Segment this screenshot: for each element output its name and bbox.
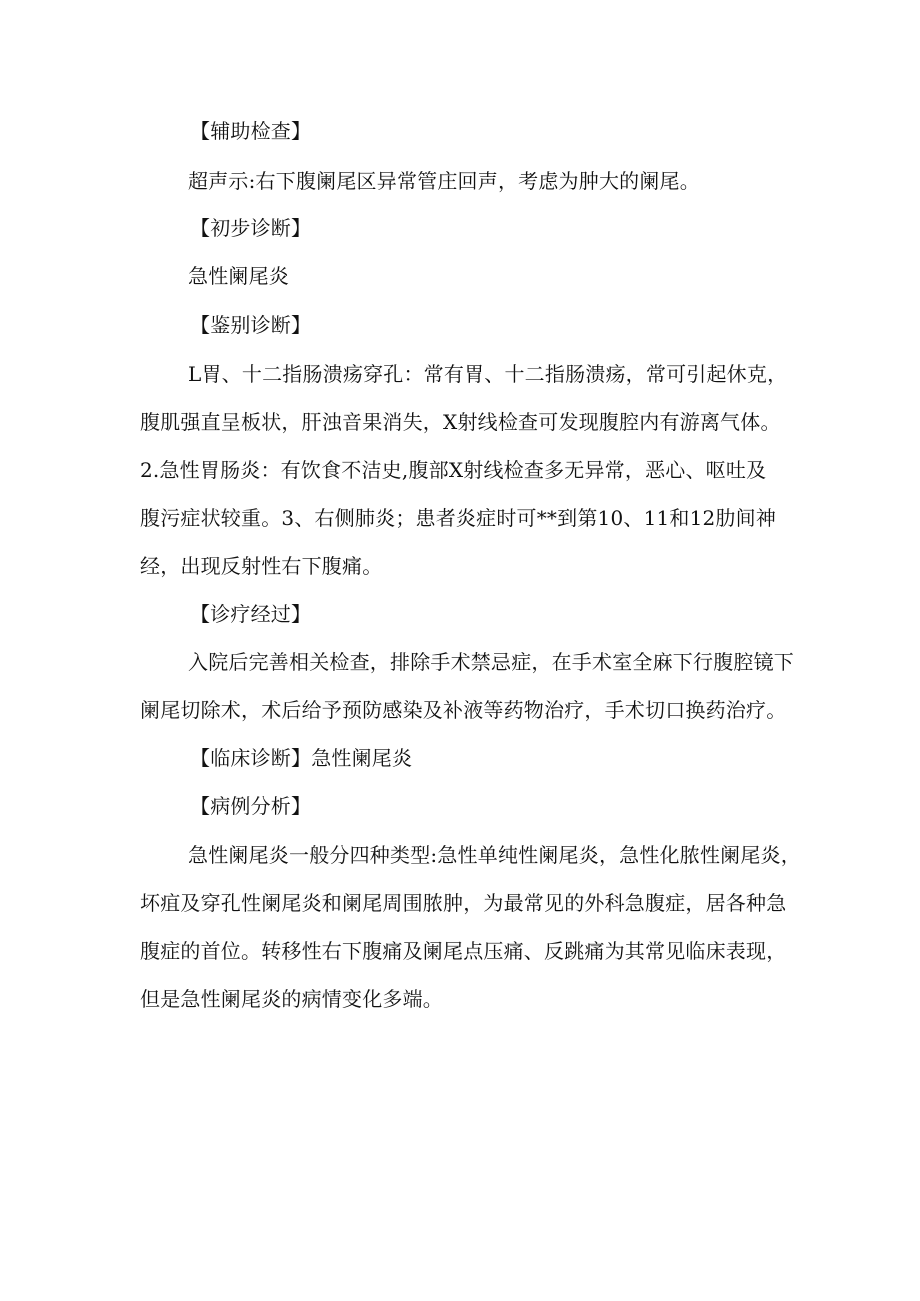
differential-line-1: L胃、十二指肠溃疡穿孔：常有胃、十二指肠溃疡，常可引起休克， (188, 362, 788, 386)
differential-line-2: 腹肌强直呈板状，肝浊音果消失，X射线检查可发现腹腔内有游离气体。 (140, 410, 781, 434)
differential-line-3: 2.急性胃肠炎：有饮食不洁史,腹部X射线检查多无异常，恶心、呕吐及 (140, 458, 767, 482)
treatment-line-1: 入院后完善相关检查，排除手术禁忌症，在手术室全麻下行腹腔镜下 (188, 650, 794, 674)
heading-auxiliary-exam: 【辅助检查】 (190, 119, 312, 143)
analysis-line-3: 腹症的首位。转移性右下腹痛及阑尾点压痛、反跳痛为其常见临床表现， (140, 939, 787, 963)
differential-line-4: 腹污症状较重。3、右侧肺炎；患者炎症时可**到第10、11和12肋间神 (140, 506, 777, 530)
heading-differential-diagnosis: 【鉴别诊断】 (190, 313, 312, 337)
heading-clinical-diagnosis: 【临床诊断】急性阑尾炎 (190, 746, 413, 770)
heading-preliminary-diagnosis: 【初步诊断】 (190, 216, 312, 240)
differential-line-5: 经，出现反射性右下腹痛。 (140, 554, 383, 578)
analysis-line-1: 急性阑尾炎一般分四种类型:急性单纯性阑尾炎，急性化脓性阑尾炎， (188, 843, 801, 867)
analysis-line-2: 坏疽及穿孔性阑尾炎和阑尾周围脓肿，为最常见的外科急腹症，居各种急 (140, 891, 787, 915)
auxiliary-exam-text: 超声示:右下腹阑尾区异常管庄回声，考虑为肿大的阑尾。 (188, 169, 700, 193)
analysis-line-4: 但是急性阑尾炎的病情变化多端。 (140, 987, 443, 1011)
treatment-line-2: 阑尾切除术，术后给予预防感染及补液等药物治疗，手术切口换药治疗。 (140, 698, 787, 722)
preliminary-diagnosis-text: 急性阑尾炎 (188, 264, 289, 288)
heading-treatment-process: 【诊疗经过】 (190, 602, 312, 626)
heading-case-analysis: 【病例分析】 (190, 794, 312, 818)
